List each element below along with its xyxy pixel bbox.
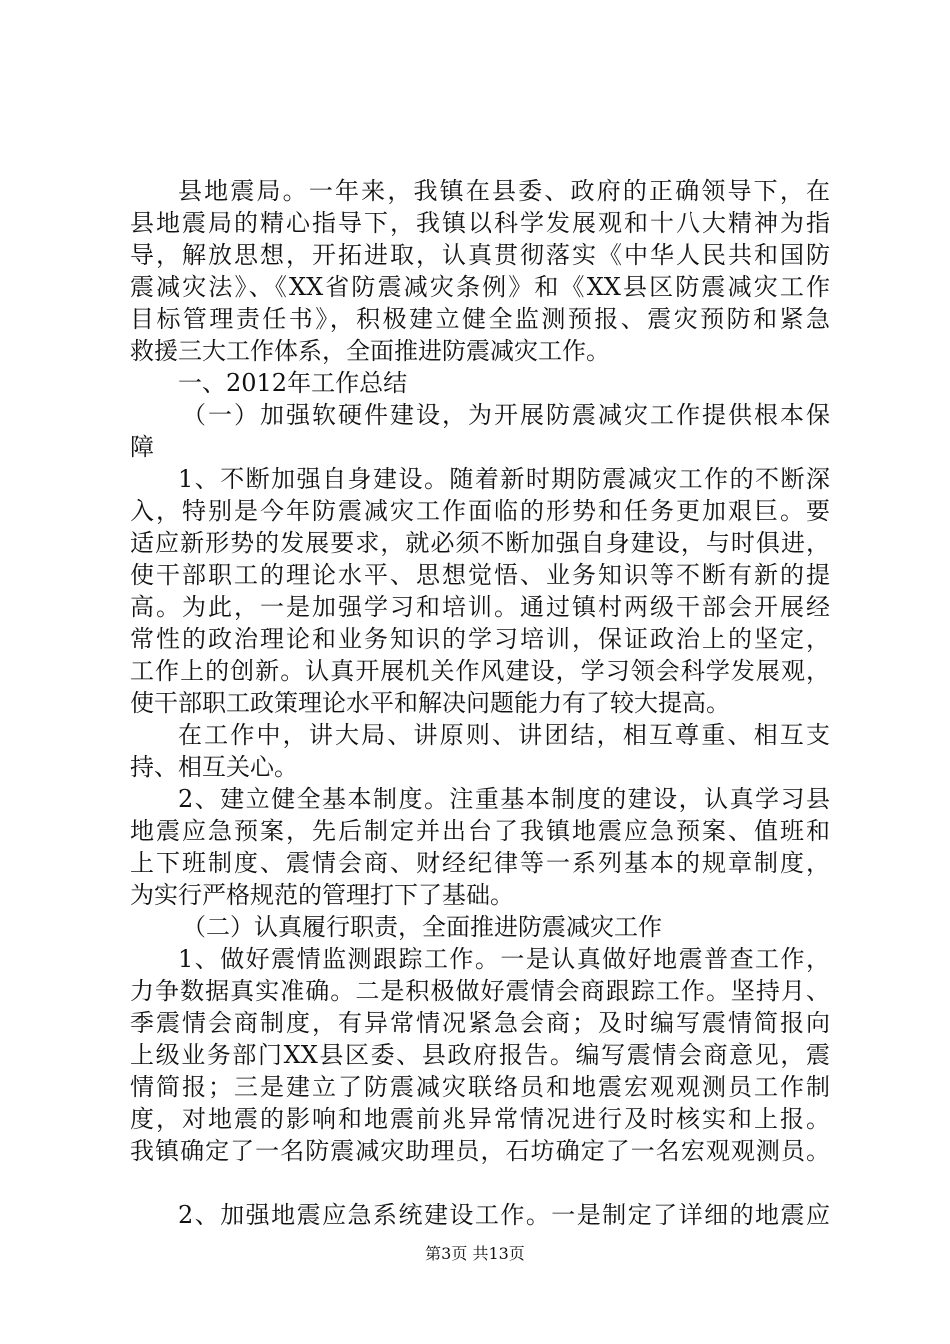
text-line: 我镇确定了一名防震减灾助理员，石坊确定了一名宏观观测员。 (130, 1137, 830, 1165)
text-line: 度，对地震的影响和地震前兆异常情况进行及时核实和上报。 (130, 1105, 830, 1133)
text-line: 1、不断加强自身建设。随着新时期防震减灾工作的不断深 (178, 465, 830, 493)
text-line: 上级业务部门XX县区委、县政府报告。编写震情会商意见，震 (130, 1041, 830, 1069)
text-line: 2、建立健全基本制度。注重基本制度的建设，认真学习县 (178, 785, 830, 813)
text-line: 1、做好震情监测跟踪工作。一是认真做好地震普查工作， (178, 945, 830, 973)
text-line: 救援三大工作体系，全面推进防震减灾工作。 (130, 337, 610, 365)
text-line: 2、加强地震应急系统建设工作。一是制定了详细的地震应 (178, 1201, 830, 1229)
text-line: 工作上的创新。认真开展机关作风建设，学习领会科学发展观， (130, 657, 830, 685)
text-line: 县地震局的精心指导下，我镇以科学发展观和十八大精神为指 (130, 209, 830, 237)
text-line: 适应新形势的发展要求，就必须不断加强自身建设，与时俱进， (130, 529, 830, 557)
text-line: 情简报；三是建立了防震减灾联络员和地震宏观观测员工作制 (130, 1073, 830, 1101)
text-line: 目标管理责任书》，积极建立健全监测预报、震灾预防和紧急 (130, 305, 830, 333)
subsection-heading: （二）认真履行职责，全面推进防震减灾工作 (182, 913, 662, 941)
section-heading: 一、2012年工作总结 (178, 369, 408, 397)
subsection-heading: （一）加强软硬件建设，为开展防震减灾工作提供根本保 (182, 401, 830, 429)
text-line: 高。为此，一是加强学习和培训。通过镇村两级干部会开展经 (130, 593, 830, 621)
text-line: 上下班制度、震情会商、财经纪律等一系列基本的规章制度， (130, 849, 830, 877)
text-line: 使干部职工的理论水平、思想觉悟、业务知识等不断有新的提 (130, 561, 830, 589)
text-line: 入，特别是今年防震减灾工作面临的形势和任务更加艰巨。要 (130, 497, 830, 525)
text-line: 持、相互关心。 (130, 753, 298, 781)
text-line: 季震情会商制度，有异常情况紧急会商；及时编写震情简报向 (130, 1009, 830, 1037)
text-line: 使干部职工政策理论水平和解决问题能力有了较大提高。 (130, 689, 730, 717)
text-line: 力争数据真实准确。二是积极做好震情会商跟踪工作。坚持月、 (130, 977, 830, 1005)
page-footer: 第3页 共13页 (425, 1244, 525, 1263)
text-line: 导，解放思想，开拓进取，认真贯彻落实《中华人民共和国防 (130, 241, 830, 269)
document-body (130, 175, 830, 1231)
text-line: 为实行严格规范的管理打下了基础。 (130, 881, 514, 909)
text-line: 震减灾法》、《XX省防震减灾条例》和《XX县区防震减灾工作 (130, 273, 830, 301)
text-line: 在工作中，讲大局、讲原则、讲团结，相互尊重、相互支 (178, 721, 830, 749)
paragraph-gap (130, 1167, 830, 1199)
text-line: 县地震局。一年来，我镇在县委、政府的正确领导下，在 (178, 177, 830, 205)
text-line: 常性的政治理论和业务知识的学习培训，保证政治上的坚定， (130, 625, 830, 653)
text-line: 地震应急预案，先后制定并出台了我镇地震应急预案、值班和 (130, 817, 830, 845)
subsection-heading: 障 (130, 433, 154, 461)
